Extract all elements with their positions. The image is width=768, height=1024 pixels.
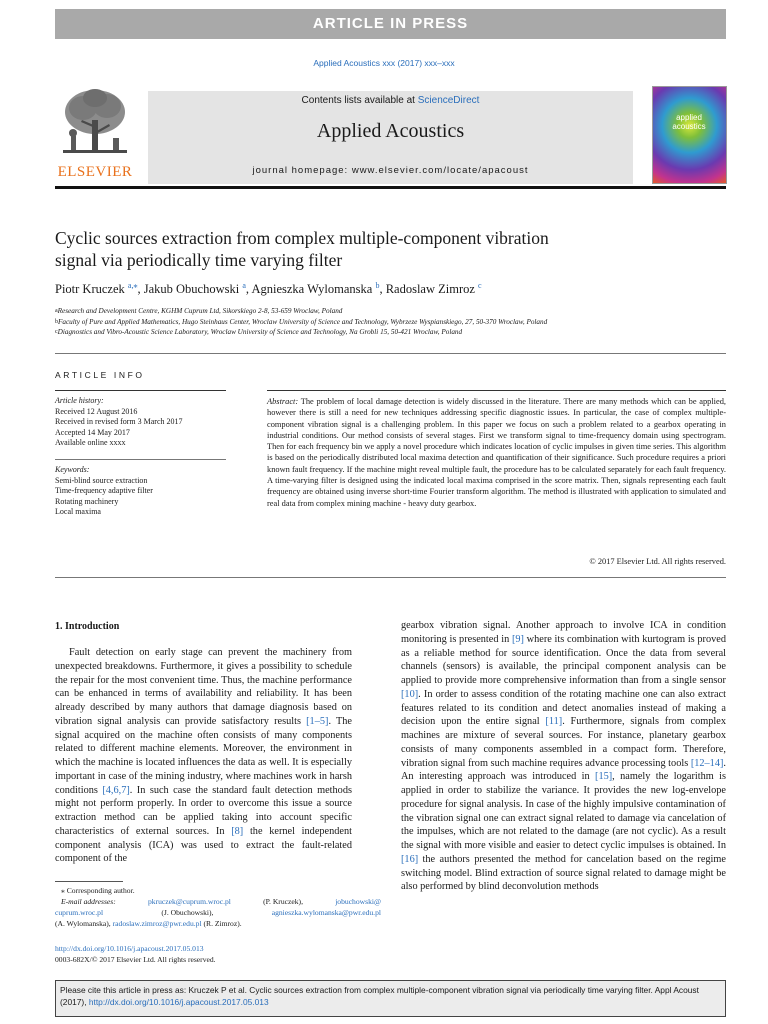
affiliation-mark: c xyxy=(55,329,58,335)
body-text: . In such case the standard fault detection methods might not perform properly. In order to overcome this issue a source extraction method can be applied taking into account specific characteristics of external sources. In xyxy=(55,784,352,837)
email-label: E-mail addresses: xyxy=(61,897,116,906)
publisher-name: ELSEVIER xyxy=(57,164,133,180)
section-heading: 1. Introduction xyxy=(55,621,120,632)
author-separator: , xyxy=(379,282,386,297)
keyword-item: Time-frequency adaptive filter xyxy=(55,486,153,495)
body-column-right xyxy=(401,619,726,894)
citation-ref-link[interactable]: [11] xyxy=(545,716,563,728)
citation-doi-link[interactable]: http://dx.doi.org/10.1016/j.apacoust.2017.05.013 xyxy=(88,997,269,1007)
email-line-1 xyxy=(55,896,381,907)
homepage-label: journal homepage: xyxy=(252,165,349,176)
keyword-item: Local maxima xyxy=(55,507,101,516)
article-info-heading: ARTICLE INFO xyxy=(55,370,145,380)
body-text: the kernel independent component analysis (ICA) was used to extract the fault-related component of the xyxy=(55,825,352,865)
abstract-rule xyxy=(267,390,726,391)
cover-title-line2: acoustics xyxy=(672,122,706,131)
header-divider xyxy=(55,186,726,189)
body-column-left xyxy=(55,646,352,866)
body-text: . An interesting approach was introduced in xyxy=(401,757,726,783)
homepage-url-link[interactable]: www.elsevier.com/locate/apacoust xyxy=(351,165,529,176)
affiliation-text: Research and Development Centre, KGHM Cuprum Ltd, Sikorskiego 2-8, 53-659 Wroclaw, Poland xyxy=(57,307,343,315)
email-link[interactable]: jobuchowski@ xyxy=(335,897,381,906)
history-item: Received 12 August 2016 xyxy=(55,406,138,416)
title-line1: Cyclic sources extraction from complex multiple-component vibration xyxy=(55,228,549,248)
affiliation-item xyxy=(55,306,735,317)
citation-ref-link[interactable]: [1–5] xyxy=(306,715,329,727)
citation-ref-link[interactable]: [16] xyxy=(401,853,419,865)
sciencedirect-link[interactable]: ScienceDirect xyxy=(417,95,480,106)
doi-block xyxy=(55,943,385,965)
author-name: Radoslaw Zimroz xyxy=(385,282,475,297)
history-item: Accepted 14 May 2017 xyxy=(55,427,130,437)
body-text: gearbox vibration signal. Another approach to involve ICA in condition monitoring is presented in xyxy=(401,620,726,645)
keyword-item: Rotating machinery xyxy=(55,496,119,506)
journal-reference-link[interactable]: Applied Acoustics xxx (2017) xxx–xxx xyxy=(313,58,455,68)
contents-line xyxy=(148,95,633,106)
author-affiliation-mark[interactable]: c xyxy=(478,281,482,290)
body-text: where its combination with kurtogram is proved as a reliable method for source identification. Once the data from several channels (sensors) is available, the principal component analysis can be applied to provide more comprehensive information than from a single sensor xyxy=(401,633,726,686)
history-label: Article history: xyxy=(55,396,104,405)
body-text: the authors presented the method for cancelation based on the regime switching model. Blind extraction of source signal related to damage might be also performed by blind deconvolution methods xyxy=(401,853,726,893)
citation-ref-link[interactable]: [10] xyxy=(401,688,419,700)
author-separator: , xyxy=(137,282,144,297)
email-line-2 xyxy=(55,907,381,918)
title-line2: signal via periodically time varying filter xyxy=(55,250,343,270)
footnote-rule xyxy=(55,881,123,882)
body-text: . In order to assess condition of the rotating machine one can also extract features related to its condition and detect anomalies instead of making a decision upon the entire signal xyxy=(401,688,726,728)
affiliation-mark: b xyxy=(55,318,58,325)
cover-title-line1: applied xyxy=(676,113,702,122)
email-link[interactable]: agnieszka.wylomanska@pwr.edu.pl xyxy=(271,908,381,917)
history-item: Received in revised form 3 March 2017 xyxy=(55,417,183,426)
body-text: . Furthermore, signals from complex machines are mixture of several sources. For instance, planetary gearbox consists of many components assembled in a compact form. Therefore, vibration signal from such machine requires advance processing tools xyxy=(401,716,726,769)
keywords-rule xyxy=(55,459,226,460)
journal-title: Applied Acoustics xyxy=(316,120,465,142)
doi-link[interactable]: http://dx.doi.org/10.1016/j.apacoust.2017.05.013 xyxy=(55,944,204,953)
email-line-3 xyxy=(55,918,381,929)
article-history xyxy=(55,396,225,449)
contents-prefix: Contents lists available at xyxy=(301,95,415,106)
journal-cover-image[interactable] xyxy=(652,86,727,184)
abstract-bottom-divider xyxy=(55,577,726,578)
email-owner: (J. Obuchowski), xyxy=(161,908,214,917)
author-separator: , xyxy=(245,282,252,297)
abstract xyxy=(267,396,726,509)
journal-homepage xyxy=(148,165,633,176)
citation-ref-link[interactable]: [12–14] xyxy=(690,757,724,769)
journal-masthead xyxy=(148,91,633,184)
email-link[interactable]: pkruczek@cuprum.wroc.pl xyxy=(147,897,231,906)
citation-ref-link[interactable]: [8] xyxy=(231,825,244,837)
cover-title xyxy=(659,113,719,131)
author-affiliation-mark[interactable]: b xyxy=(375,281,380,290)
citation-ref-link[interactable]: [4,6,7] xyxy=(102,784,130,796)
email-owner: (P. Kruczek), xyxy=(263,897,303,906)
body-text: . The signal acquired on the machine often consists of many components related to different machine elements. Moreover, the environment in which the machine is located influences the data as well. It is especially important in case of the mining industry, where machines work in harsh conditions xyxy=(55,715,352,796)
abstract-copyright: © 2017 Elsevier Ltd. All rights reserved. xyxy=(589,557,726,566)
corresponding-author-note: ⁎ Corresponding author. xyxy=(61,886,135,895)
keywords-label: Keywords: xyxy=(55,465,90,474)
affiliations xyxy=(55,306,735,338)
author-list xyxy=(55,281,726,297)
article-title xyxy=(55,227,695,271)
affiliation-text: Diagnostics and Vibro-Acoustic Science Laboratory, Wroclaw University of Science and Technology, Na Grobli 15, 50-421 Wroclaw, Poland xyxy=(57,328,463,336)
abstract-label: Abstract: xyxy=(267,397,299,406)
keyword-item: Semi-blind source extraction xyxy=(55,475,148,485)
email-owner: (R. Zimroz). xyxy=(203,919,242,928)
body-text: Fault detection on early stage can prevent the machinery from unexpected breakdowns. Furthermore, it gives a possibility to schedule the repair for the most convenient time. Thus, the machine performance can be enhanced in terms of availability and reliability. It has been already described by many authors that damage diagnosis based on vibration signal analysis can provide satisfactory results xyxy=(55,647,352,727)
author-name: Jakub Obuchowski xyxy=(143,282,240,297)
body-text: , namely the logarithm is applied in order to stabilize the variance. It provides the new log-envelope procedure for signal analysis. In case of the highly impulsive contamination of the vibration signal one can extract signal related to damage via cancelation of the impulses, which are not related to the damage (are not cyclic). As a result the signal with more visible and easier to detect cyclic impulses is obtained. In xyxy=(401,771,726,851)
citation-text: Please cite this article in press as: Kruczek P et al. Cyclic sources extraction from complex multiple-component vibration signal via periodically time varying filter. Appl Acoust (2017), xyxy=(60,985,699,1007)
keywords xyxy=(55,465,225,518)
email-link[interactable]: radoslaw.zimroz@pwr.edu.pl xyxy=(112,919,202,928)
body-paragraph xyxy=(401,619,726,894)
email-link[interactable]: cuprum.wroc.pl xyxy=(55,908,104,917)
issn-line: 0003-682X/© 2017 Elsevier Ltd. All rights reserved. xyxy=(55,955,216,964)
affiliation-item xyxy=(55,317,735,328)
author-name: Agnieszka Wylomanska xyxy=(251,282,373,297)
body-paragraph xyxy=(55,646,352,866)
citation-ref-link[interactable]: [9] xyxy=(511,633,524,645)
abstract-text: The problem of local damage detection is widely discussed in the literature. There are many methods which can be applied, however there is still a need for new techniques addressing specific diagnostic issues. In particular, the case of complex multiple-component vibration signal is a challenging problem. In this paper we focus on such a problem related to a gearbox operating in industrial conditions. Our method consists of several stages. First we transform signal to time-frequency domain using spectrogram. Then for each frequency bin we apply a novel procedure which indicates location of cyclic impulses in given time series. This algorithm is based on the periodically distributed local maxima detection and quantification of their significance. Such procedure requires a priori known fault frequency. If the machine might reveal multiple fault, the procedure has to be calculated separately for each fault frequency. A time-varying filter is designed using the indicated local maxima comprised in the score matrix. Then, signals representing each fault frequency are obtained using inverse short-time Fourier transform algorithm. The method is illustrated with application to simulated and real data from complex mining machine - heavy duty gearbox. xyxy=(267,397,726,508)
email-owner: (A. Wylomanska), xyxy=(55,919,111,928)
citation-ref-link[interactable]: [15] xyxy=(595,771,613,783)
history-item: Available online xxxx xyxy=(55,438,126,447)
article-in-press-banner: ARTICLE IN PRESS xyxy=(55,9,726,39)
author-affiliation-mark[interactable]: a xyxy=(242,281,246,290)
footnote xyxy=(55,885,381,929)
affiliation-text: Faculty of Pure and Applied Mathematics, Hugo Steinhaus Center, Wroclaw University of Science and Technology, Wybrzeze Wyspianskiego, 27, 50-370 Wroclaw, Poland xyxy=(58,317,548,326)
affiliation-mark: a xyxy=(55,308,58,314)
affiliation-divider xyxy=(55,353,726,354)
author-name: Piotr Kruczek xyxy=(55,282,125,297)
affiliation-item xyxy=(55,327,735,338)
article-info-rule xyxy=(55,390,226,391)
author-affiliation-mark[interactable]: a,⁎ xyxy=(127,281,138,290)
citation-box xyxy=(55,980,726,1017)
